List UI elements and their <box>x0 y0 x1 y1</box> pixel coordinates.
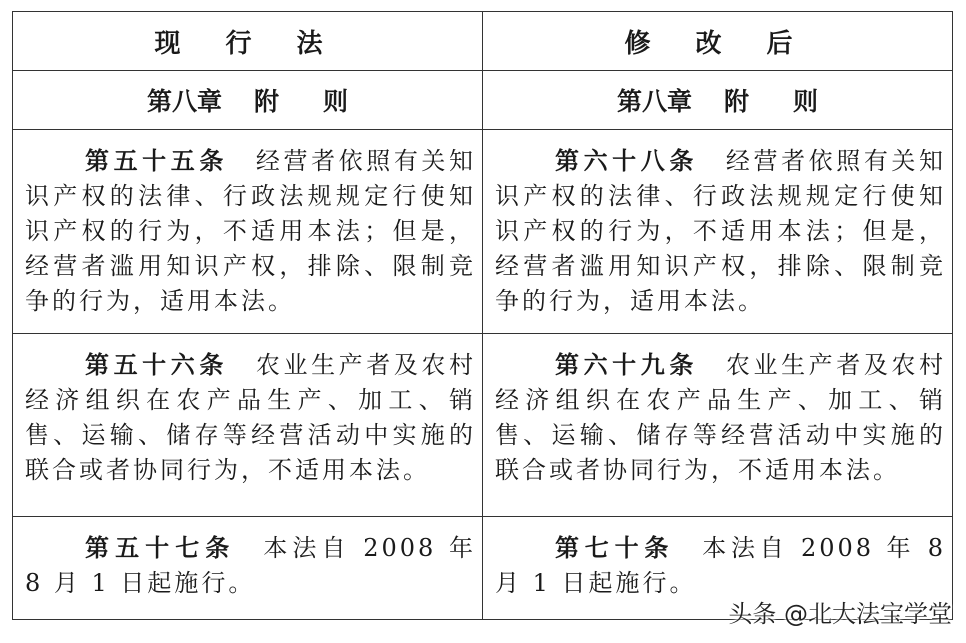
watermark: 头条 @北大法宝学堂 <box>728 600 952 628</box>
chapter-word-2: 则 <box>793 87 819 116</box>
article-text: 本法自 2008 年 8 月 1 日起施行。 <box>25 534 476 597</box>
chapter-word-1: 附 <box>253 87 279 116</box>
article-amended <box>483 334 953 517</box>
chapter-word-1: 附 <box>723 87 749 116</box>
header-amended-law: 修 改 后 <box>483 12 953 71</box>
chapter-number: 第八章 <box>616 87 692 116</box>
article-text: 农业生产者及农村经济组织在农产品生产、加工、销售、运输、储存等经营活动中实施的联合或者协同行为，不适用本法。 <box>25 351 477 484</box>
article-text: 经营者依照有关知识产权的法律、行政法规规定行使知识产权的行为，不适用本法；但是，经营者滥用知识产权，排除、限制竞争的行为，适用本法。 <box>25 147 477 315</box>
article-amended <box>483 130 953 334</box>
article-number: 第五十六条 <box>85 351 228 379</box>
article-text: 本法自 2008 年 8 月 1 日起施行。 <box>495 534 946 597</box>
header-row <box>13 12 953 71</box>
chapter-title-right <box>483 71 953 130</box>
chapter-word-2: 则 <box>323 87 349 116</box>
article-number: 第六十八条 <box>555 147 698 175</box>
chapter-title-left <box>13 71 483 130</box>
article-number: 第五十七条 <box>85 534 236 562</box>
article-number: 第六十九条 <box>555 351 698 379</box>
article-current <box>13 334 483 517</box>
article-text: 经营者依照有关知识产权的法律、行政法规规定行使知识产权的行为，不适用本法；但是，经营者滥用知识产权，排除、限制竞争的行为，适用本法。 <box>495 147 947 315</box>
table-row <box>13 130 953 334</box>
article-number: 第五十五条 <box>85 147 228 175</box>
table-row <box>13 334 953 517</box>
article-number: 第七十条 <box>555 534 675 562</box>
chapter-number: 第八章 <box>146 87 222 116</box>
article-current <box>13 130 483 334</box>
article-current <box>13 517 483 620</box>
article-text: 农业生产者及农村经济组织在农产品生产、加工、销售、运输、储存等经营活动中实施的联合或者协同行为，不适用本法。 <box>495 351 947 484</box>
chapter-row <box>13 71 953 130</box>
law-comparison-table <box>12 11 953 620</box>
header-current-law: 现 行 法 <box>13 12 483 71</box>
